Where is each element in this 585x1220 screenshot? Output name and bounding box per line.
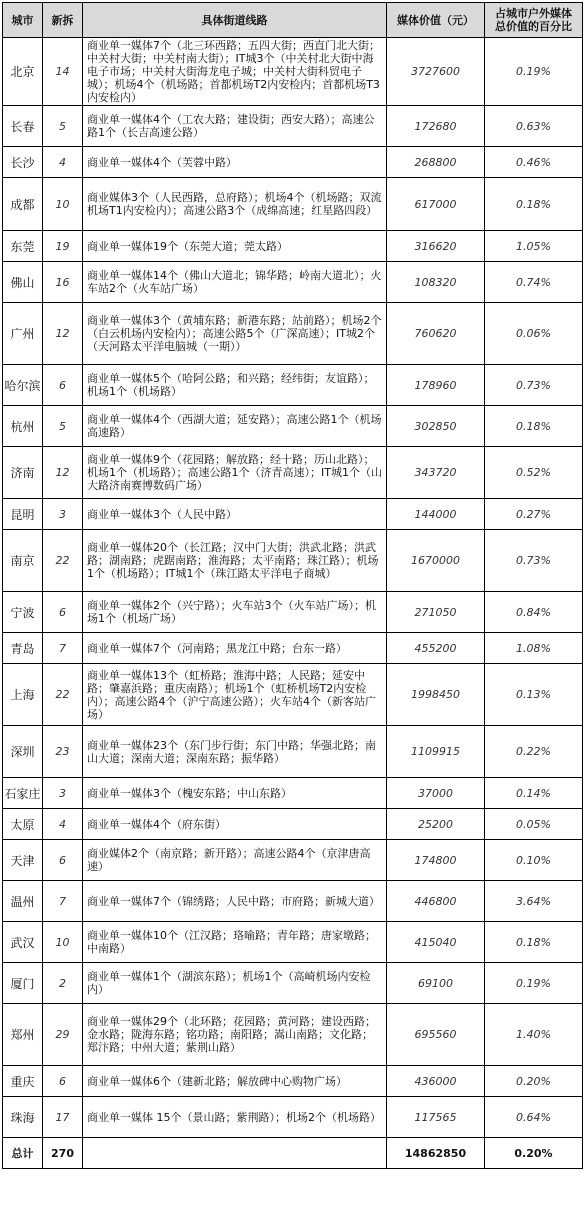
value-cell: 174800 — [387, 840, 485, 881]
share-cell: 1.08% — [485, 633, 583, 664]
city-cell: 宁波 — [3, 592, 43, 633]
value-cell: 144000 — [387, 499, 485, 530]
value-cell: 455200 — [387, 633, 485, 664]
routes-cell: 商业媒体3个（人民西路，总府路）；机场4个（机场路；双流机场T1内安检内）；高速公路3个（成绵高速；红星路四段） — [83, 178, 387, 231]
table-row — [3, 303, 583, 365]
header-count: 新拆 — [43, 3, 83, 38]
total-share: 0.20% — [485, 1138, 583, 1169]
count-cell: 3 — [43, 499, 83, 530]
table-row — [3, 231, 583, 262]
share-cell: 0.06% — [485, 303, 583, 365]
table-row — [3, 147, 583, 178]
value-cell: 271050 — [387, 592, 485, 633]
value-cell: 3727600 — [387, 38, 485, 106]
count-cell: 5 — [43, 406, 83, 447]
table-row — [3, 365, 583, 406]
value-cell: 117565 — [387, 1097, 485, 1138]
routes-cell: 商业单一媒体7个（北三环西路；五四大街；西直门北大街；中关村大街；中关村南大街）；IT城3个（中关村北大街中海电子市场；中关村大街海龙电子城；中关村大街科贸电子城）；机场4个（机场路；首都机场T2内安检内；首都机场T3内安检内） — [83, 38, 387, 106]
city-cell: 温州 — [3, 881, 43, 922]
table-row — [3, 840, 583, 881]
value-cell: 436000 — [387, 1066, 485, 1097]
city-cell: 长春 — [3, 106, 43, 147]
routes-cell: 商业单一媒体1个（湖滨东路）；机场1个（高崎机场内安检内） — [83, 963, 387, 1004]
routes-cell: 商业单一媒体3个（人民中路） — [83, 499, 387, 530]
value-cell: 760620 — [387, 303, 485, 365]
value-cell: 268800 — [387, 147, 485, 178]
table-body — [3, 38, 583, 1169]
table-row — [3, 106, 583, 147]
value-cell: 1109915 — [387, 726, 485, 778]
table-row — [3, 1066, 583, 1097]
table-row — [3, 447, 583, 499]
total-count: 270 — [43, 1138, 83, 1169]
routes-cell: 商业单一媒体4个（芙蓉中路） — [83, 147, 387, 178]
value-cell: 178960 — [387, 365, 485, 406]
count-cell: 6 — [43, 365, 83, 406]
city-cell: 哈尔滨 — [3, 365, 43, 406]
table-row — [3, 406, 583, 447]
routes-cell: 商业媒体2个（南京路；新开路）；高速公路4个（京津唐高速） — [83, 840, 387, 881]
count-cell: 6 — [43, 1066, 83, 1097]
share-cell: 0.63% — [485, 106, 583, 147]
count-cell: 14 — [43, 38, 83, 106]
city-cell: 太原 — [3, 809, 43, 840]
total-label: 总计 — [3, 1138, 43, 1169]
count-cell: 6 — [43, 840, 83, 881]
city-cell: 济南 — [3, 447, 43, 499]
header-city: 城市 — [3, 3, 43, 38]
count-cell: 19 — [43, 231, 83, 262]
share-cell: 0.73% — [485, 530, 583, 592]
table-row — [3, 38, 583, 106]
routes-cell: 商业单一媒体5个（哈阿公路；和兴路；经纬街；友谊路）；机场1个（机场路） — [83, 365, 387, 406]
value-cell: 415040 — [387, 922, 485, 963]
share-cell: 0.46% — [485, 147, 583, 178]
routes-cell: 商业单一媒体23个（东门步行街；东门中路；华强北路；南山大道；深南大道；深南东路；振华路） — [83, 726, 387, 778]
count-cell: 22 — [43, 530, 83, 592]
routes-cell: 商业单一媒体19个（东莞大道；莞太路） — [83, 231, 387, 262]
table-row — [3, 499, 583, 530]
header-row — [3, 3, 583, 38]
table-row — [3, 262, 583, 303]
routes-cell: 商业单一媒体 15个（景山路；紫荆路）；机场2个（机场路） — [83, 1097, 387, 1138]
routes-cell: 商业单一媒体3个（黄埔东路；新港东路；站前路）；机场2个（白云机场内安检内）；高速公路5个（广深高速）；IT城2个（天河路太平洋电脑城（一期）） — [83, 303, 387, 365]
city-cell: 珠海 — [3, 1097, 43, 1138]
routes-cell: 商业单一媒体14个（佛山大道北；锦华路；岭南大道北）；火车站2个（火车站广场） — [83, 262, 387, 303]
count-cell: 7 — [43, 633, 83, 664]
city-cell: 北京 — [3, 38, 43, 106]
table-row — [3, 1004, 583, 1066]
count-cell: 2 — [43, 963, 83, 1004]
routes-cell: 商业单一媒体4个（府东街） — [83, 809, 387, 840]
routes-cell: 商业单一媒体4个（西湖大道；延安路）；高速公路1个（机场高速路） — [83, 406, 387, 447]
share-cell: 0.18% — [485, 178, 583, 231]
share-cell: 0.19% — [485, 963, 583, 1004]
value-cell: 695560 — [387, 1004, 485, 1066]
total-routes — [83, 1138, 387, 1169]
share-cell: 0.05% — [485, 809, 583, 840]
routes-cell: 商业单一媒体10个（江汉路；珞喻路；青年路；唐家墩路；中南路） — [83, 922, 387, 963]
city-cell: 成都 — [3, 178, 43, 231]
header-value: 媒体价值（元） — [387, 3, 485, 38]
city-cell: 武汉 — [3, 922, 43, 963]
header-share: 占城市户外媒体总价值的百分比 — [485, 3, 583, 38]
city-cell: 东莞 — [3, 231, 43, 262]
count-cell: 17 — [43, 1097, 83, 1138]
share-cell: 0.73% — [485, 365, 583, 406]
routes-cell: 商业单一媒体2个（兴宁路）；火车站3个（火车站广场）；机场1个（机场广场） — [83, 592, 387, 633]
share-cell: 1.05% — [485, 231, 583, 262]
table-row — [3, 530, 583, 592]
count-cell: 10 — [43, 922, 83, 963]
city-cell: 广州 — [3, 303, 43, 365]
city-cell: 杭州 — [3, 406, 43, 447]
value-cell: 37000 — [387, 778, 485, 809]
city-cell: 长沙 — [3, 147, 43, 178]
city-cell: 上海 — [3, 664, 43, 726]
share-cell: 0.84% — [485, 592, 583, 633]
table-row — [3, 664, 583, 726]
share-cell: 0.74% — [485, 262, 583, 303]
table-row — [3, 726, 583, 778]
table-row — [3, 922, 583, 963]
count-cell: 12 — [43, 303, 83, 365]
value-cell: 25200 — [387, 809, 485, 840]
table-row — [3, 881, 583, 922]
value-cell: 343720 — [387, 447, 485, 499]
count-cell: 4 — [43, 147, 83, 178]
city-cell: 南京 — [3, 530, 43, 592]
share-cell: 0.20% — [485, 1066, 583, 1097]
table-row — [3, 778, 583, 809]
count-cell: 29 — [43, 1004, 83, 1066]
share-cell: 1.40% — [485, 1004, 583, 1066]
table-row — [3, 592, 583, 633]
header-routes: 具体街道线路 — [83, 3, 387, 38]
value-cell: 172680 — [387, 106, 485, 147]
routes-cell: 商业单一媒体29个（北环路；花园路；黄河路；建设西路；金水路；陇海东路；铭功路；南阳路；嵩山南路；文化路；郑汴路；中州大道；紫荆山路） — [83, 1004, 387, 1066]
count-cell: 23 — [43, 726, 83, 778]
routes-cell: 商业单一媒体3个（槐安东路；中山东路） — [83, 778, 387, 809]
share-cell: 3.64% — [485, 881, 583, 922]
value-cell: 316620 — [387, 231, 485, 262]
routes-cell: 商业单一媒体13个（虹桥路；淮海中路；人民路；延安中路；肇嘉浜路；重庆南路）；机场1个（虹桥机场T2内安检内）；高速公路4个（沪宁高速公路）；火车站4个（新客站广场） — [83, 664, 387, 726]
city-cell: 郑州 — [3, 1004, 43, 1066]
share-cell: 0.64% — [485, 1097, 583, 1138]
routes-cell: 商业单一媒体7个（河南路；黑龙江中路；台东一路） — [83, 633, 387, 664]
value-cell: 1998450 — [387, 664, 485, 726]
share-cell: 0.10% — [485, 840, 583, 881]
routes-cell: 商业单一媒体20个（长江路；汉中门大街；洪武北路；洪武路；湖南路；虎踞南路；淮海路；太平南路；珠江路）；机场1个（机场路）；IT城1个（珠江路太平洋电子商城） — [83, 530, 387, 592]
share-cell: 0.13% — [485, 664, 583, 726]
total-value: 14862850 — [387, 1138, 485, 1169]
count-cell: 10 — [43, 178, 83, 231]
value-cell: 69100 — [387, 963, 485, 1004]
count-cell: 5 — [43, 106, 83, 147]
share-cell: 0.14% — [485, 778, 583, 809]
routes-cell: 商业单一媒体6个（建新北路；解放碑中心购物广场） — [83, 1066, 387, 1097]
city-cell: 佛山 — [3, 262, 43, 303]
city-cell: 重庆 — [3, 1066, 43, 1097]
value-cell: 446800 — [387, 881, 485, 922]
count-cell: 7 — [43, 881, 83, 922]
value-cell: 108320 — [387, 262, 485, 303]
share-cell: 0.18% — [485, 406, 583, 447]
city-cell: 厦门 — [3, 963, 43, 1004]
city-cell: 天津 — [3, 840, 43, 881]
count-cell: 16 — [43, 262, 83, 303]
value-cell: 1670000 — [387, 530, 485, 592]
total-row — [3, 1138, 583, 1169]
city-cell: 石家庄 — [3, 778, 43, 809]
table-row — [3, 809, 583, 840]
city-cell: 深圳 — [3, 726, 43, 778]
share-cell: 0.22% — [485, 726, 583, 778]
value-cell: 617000 — [387, 178, 485, 231]
table-row — [3, 1097, 583, 1138]
count-cell: 22 — [43, 664, 83, 726]
city-cell: 青岛 — [3, 633, 43, 664]
routes-cell: 商业单一媒体7个（锦绣路；人民中路；市府路；新城大道） — [83, 881, 387, 922]
share-cell: 0.27% — [485, 499, 583, 530]
table-row — [3, 963, 583, 1004]
count-cell: 3 — [43, 778, 83, 809]
count-cell: 6 — [43, 592, 83, 633]
table-row — [3, 178, 583, 231]
media-table — [2, 2, 583, 1169]
table-row — [3, 633, 583, 664]
share-cell: 0.19% — [485, 38, 583, 106]
share-cell: 0.52% — [485, 447, 583, 499]
share-cell: 0.18% — [485, 922, 583, 963]
city-cell: 昆明 — [3, 499, 43, 530]
value-cell: 302850 — [387, 406, 485, 447]
routes-cell: 商业单一媒体9个（花园路；解放路；经十路；历山北路）；机场1个（机场路）；高速公路1个（济青高速）；IT城1个（山大路济南赛博数码广场） — [83, 447, 387, 499]
count-cell: 4 — [43, 809, 83, 840]
count-cell: 12 — [43, 447, 83, 499]
routes-cell: 商业单一媒体4个（工农大路；建设街；西安大路）；高速公路1个（长吉高速公路） — [83, 106, 387, 147]
